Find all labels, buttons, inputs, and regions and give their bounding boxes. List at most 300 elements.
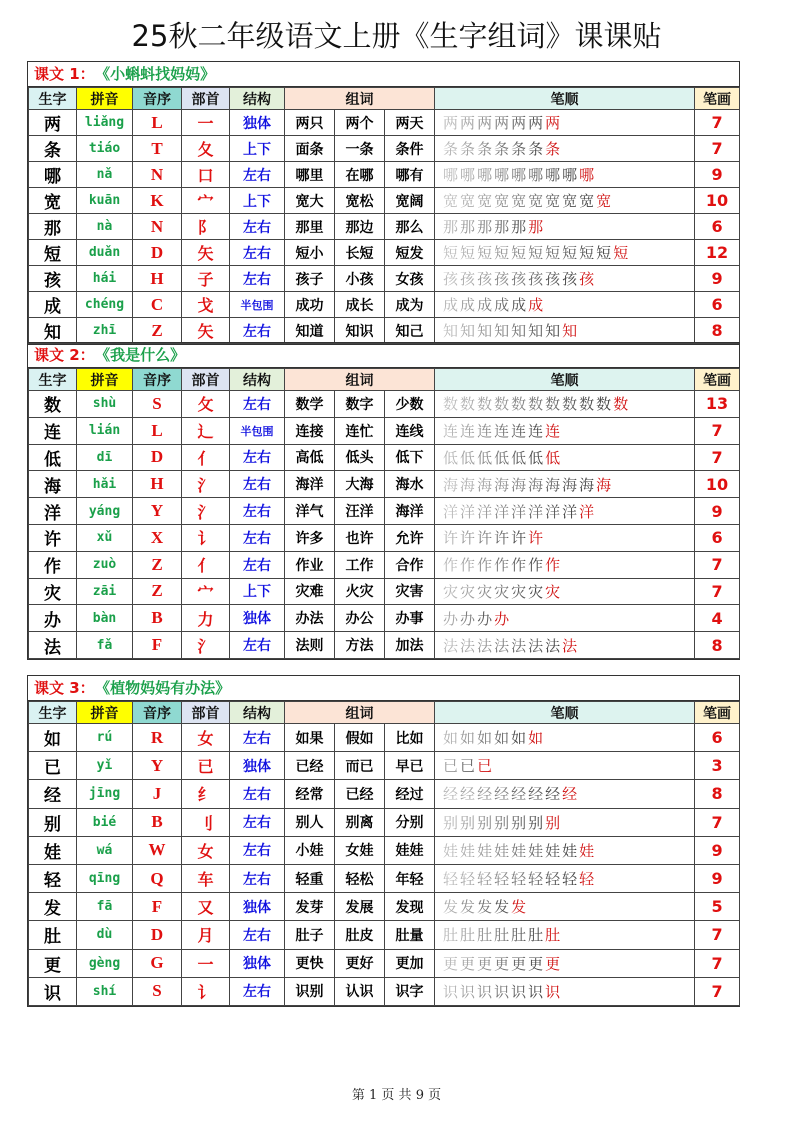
structure-cell: 左右 <box>230 551 285 578</box>
pinyin-cell: zhī <box>77 318 133 344</box>
radical-cell: 又 <box>182 893 230 921</box>
index-cell: N <box>133 162 182 188</box>
stroke-step: 轻 <box>545 870 563 889</box>
header-structure: 结构 <box>230 369 285 391</box>
stroke-step: 孩 <box>562 270 580 288</box>
stroke-step: 法 <box>528 636 546 655</box>
stroke-step: 低 <box>545 448 563 467</box>
structure-cell: 左右 <box>230 921 285 949</box>
stroke-step: 孩 <box>460 270 478 288</box>
stroke-order-cell <box>435 417 695 444</box>
stroke-step: 作 <box>477 556 495 575</box>
lesson-title <box>28 62 739 87</box>
stroke-step: 娃 <box>511 841 529 860</box>
word-cell: 那边 <box>335 214 385 240</box>
stroke-count-cell: 9 <box>695 266 740 292</box>
index-cell: X <box>133 524 182 551</box>
word-cell: 哪里 <box>285 162 335 188</box>
index-cell: Z <box>133 318 182 344</box>
stroke-count-cell: 8 <box>695 632 740 659</box>
stroke-step: 轻 <box>494 870 512 889</box>
stroke-step: 连 <box>545 422 563 441</box>
stroke-step: 法 <box>460 636 478 655</box>
stroke-order-cell <box>435 318 695 344</box>
radical-cell: 戈 <box>182 292 230 318</box>
index-cell: G <box>133 949 182 977</box>
index-cell: W <box>133 836 182 864</box>
structure-cell: 左右 <box>230 162 285 188</box>
stroke-step: 知 <box>460 322 478 340</box>
stroke-order-cell <box>435 162 695 188</box>
radical-cell: 夂 <box>182 136 230 162</box>
stroke-order-cell <box>435 524 695 551</box>
stroke-step: 更 <box>477 954 495 973</box>
stroke-step: 发 <box>477 898 495 917</box>
pinyin-cell: kuān <box>77 188 133 214</box>
char-cell: 宽 <box>29 188 77 214</box>
table-row <box>29 752 740 780</box>
word-cell: 肚子 <box>285 921 335 949</box>
stroke-step: 许 <box>460 529 478 548</box>
table-row <box>29 136 740 162</box>
stroke-order-cell <box>435 977 695 1005</box>
structure-cell: 上下 <box>230 578 285 605</box>
stroke-step: 灾 <box>545 582 563 601</box>
stroke-step: 别 <box>545 813 563 832</box>
stroke-order-cell <box>435 498 695 525</box>
header-words: 组词 <box>285 369 435 391</box>
structure-cell: 左右 <box>230 214 285 240</box>
word-cell: 知道 <box>285 318 335 344</box>
stroke-step: 那 <box>528 218 546 236</box>
word-cell: 大海 <box>335 471 385 498</box>
stroke-order-cell <box>435 893 695 921</box>
table-row <box>29 808 740 836</box>
stroke-step: 法 <box>477 636 495 655</box>
word-cell: 合作 <box>385 551 435 578</box>
pinyin-cell: yǐ <box>77 752 133 780</box>
stroke-step: 短 <box>562 244 580 262</box>
pinyin-cell: chéng <box>77 292 133 318</box>
stroke-step: 法 <box>494 636 512 655</box>
stroke-count-cell: 7 <box>695 417 740 444</box>
stroke-step: 洋 <box>460 502 478 521</box>
char-cell: 那 <box>29 214 77 240</box>
word-cell: 海水 <box>385 471 435 498</box>
stroke-step: 海 <box>562 475 580 494</box>
stroke-step: 办 <box>477 609 495 628</box>
header-radical: 部首 <box>182 369 230 391</box>
stroke-step: 更 <box>528 954 546 973</box>
header-structure: 结构 <box>230 88 285 110</box>
stroke-step: 洋 <box>528 502 546 521</box>
stroke-step: 识 <box>528 982 546 1001</box>
stroke-step: 海 <box>545 475 563 494</box>
vocab-table <box>28 701 740 1006</box>
word-cell: 更快 <box>285 949 335 977</box>
stroke-step: 哪 <box>460 166 478 184</box>
stroke-step: 法 <box>562 636 580 655</box>
word-cell: 肚皮 <box>335 921 385 949</box>
stroke-step: 许 <box>443 529 461 548</box>
stroke-step: 连 <box>511 422 529 441</box>
char-cell: 两 <box>29 110 77 136</box>
stroke-order-cell <box>435 780 695 808</box>
stroke-step: 孩 <box>494 270 512 288</box>
stroke-step: 连 <box>443 422 461 441</box>
word-cell: 连接 <box>285 417 335 444</box>
char-cell: 识 <box>29 977 77 1005</box>
stroke-step: 更 <box>460 954 478 973</box>
stroke-step: 知 <box>443 322 461 340</box>
stroke-step: 哪 <box>511 166 529 184</box>
stroke-step: 孩 <box>528 270 546 288</box>
header-char: 生字 <box>29 702 77 724</box>
word-cell: 女孩 <box>385 266 435 292</box>
index-cell: D <box>133 240 182 266</box>
stroke-step: 两 <box>443 114 461 132</box>
stroke-step: 识 <box>443 982 461 1001</box>
word-cell: 低下 <box>385 444 435 471</box>
word-cell: 数学 <box>285 391 335 418</box>
stroke-step: 娃 <box>528 841 546 860</box>
word-cell: 允许 <box>385 524 435 551</box>
pinyin-cell: bàn <box>77 605 133 632</box>
header-pinyin: 拼音 <box>77 369 133 391</box>
index-cell: H <box>133 266 182 292</box>
char-cell: 条 <box>29 136 77 162</box>
stroke-step: 发 <box>511 898 529 917</box>
char-cell: 娃 <box>29 836 77 864</box>
stroke-count-cell: 7 <box>695 977 740 1005</box>
stroke-step: 成 <box>494 296 512 314</box>
word-cell: 工作 <box>335 551 385 578</box>
index-cell: F <box>133 632 182 659</box>
pinyin-cell: fā <box>77 893 133 921</box>
radical-cell: 阝 <box>182 214 230 240</box>
char-cell: 作 <box>29 551 77 578</box>
stroke-step: 灾 <box>443 582 461 601</box>
header-strokes: 笔画 <box>695 369 740 391</box>
header-words: 组词 <box>285 88 435 110</box>
word-cell: 连线 <box>385 417 435 444</box>
header-radical: 部首 <box>182 88 230 110</box>
stroke-step: 办 <box>494 609 512 628</box>
radical-cell: 车 <box>182 864 230 892</box>
stroke-step: 短 <box>477 244 495 262</box>
stroke-count-cell: 6 <box>695 214 740 240</box>
header-radical: 部首 <box>182 702 230 724</box>
stroke-step: 作 <box>528 556 546 575</box>
lesson-label: 课文 1： <box>34 65 95 83</box>
table-row <box>29 632 740 659</box>
header-row <box>29 88 740 110</box>
stroke-order-cell <box>435 752 695 780</box>
stroke-step: 数 <box>528 395 546 414</box>
header-char: 生字 <box>29 369 77 391</box>
radical-cell: 已 <box>182 752 230 780</box>
radical-cell: 女 <box>182 836 230 864</box>
stroke-step: 灾 <box>528 582 546 601</box>
index-cell: Z <box>133 551 182 578</box>
stroke-step: 已 <box>477 757 495 776</box>
stroke-step: 娃 <box>443 841 461 860</box>
stroke-step: 孩 <box>511 270 529 288</box>
stroke-order-cell <box>435 551 695 578</box>
structure-cell: 左右 <box>230 471 285 498</box>
structure-cell: 左右 <box>230 524 285 551</box>
stroke-step: 条 <box>443 140 461 158</box>
stroke-step: 宽 <box>511 192 529 210</box>
header-index: 音序 <box>133 88 182 110</box>
stroke-step: 两 <box>528 114 546 132</box>
stroke-count-cell: 7 <box>695 136 740 162</box>
table-row <box>29 417 740 444</box>
stroke-step: 法 <box>511 636 529 655</box>
char-cell: 经 <box>29 780 77 808</box>
stroke-step: 识 <box>494 982 512 1001</box>
stroke-step: 发 <box>460 898 478 917</box>
word-cell: 灾难 <box>285 578 335 605</box>
stroke-step: 识 <box>511 982 529 1001</box>
lesson-title <box>28 343 739 368</box>
table-row <box>29 498 740 525</box>
stroke-order-cell <box>435 605 695 632</box>
stroke-step: 许 <box>494 529 512 548</box>
pinyin-cell: hái <box>77 266 133 292</box>
word-cell: 发芽 <box>285 893 335 921</box>
structure-cell: 左右 <box>230 391 285 418</box>
index-cell: B <box>133 605 182 632</box>
char-cell: 连 <box>29 417 77 444</box>
stroke-step: 识 <box>545 982 563 1001</box>
stroke-count-cell: 5 <box>695 893 740 921</box>
radical-cell: 口 <box>182 162 230 188</box>
vocab-table <box>28 368 740 659</box>
index-cell: B <box>133 808 182 836</box>
header-stroke-order: 笔顺 <box>435 369 695 391</box>
stroke-order-cell <box>435 578 695 605</box>
word-cell: 办事 <box>385 605 435 632</box>
stroke-step: 数 <box>477 395 495 414</box>
stroke-step: 数 <box>494 395 512 414</box>
table-row <box>29 391 740 418</box>
stroke-step: 知 <box>528 322 546 340</box>
radical-cell: 矢 <box>182 240 230 266</box>
word-cell: 办法 <box>285 605 335 632</box>
header-strokes: 笔画 <box>695 88 740 110</box>
word-cell: 小孩 <box>335 266 385 292</box>
structure-cell: 左右 <box>230 864 285 892</box>
stroke-step: 娃 <box>477 841 495 860</box>
stroke-step: 作 <box>511 556 529 575</box>
stroke-step: 海 <box>528 475 546 494</box>
word-cell: 短小 <box>285 240 335 266</box>
pinyin-cell: shí <box>77 977 133 1005</box>
word-cell: 宽大 <box>285 188 335 214</box>
header-index: 音序 <box>133 702 182 724</box>
structure-cell: 左右 <box>230 780 285 808</box>
stroke-step: 孩 <box>477 270 495 288</box>
word-cell: 轻松 <box>335 864 385 892</box>
word-cell: 更好 <box>335 949 385 977</box>
stroke-step: 别 <box>477 813 495 832</box>
stroke-step: 办 <box>443 609 461 628</box>
stroke-step: 低 <box>511 448 529 467</box>
word-cell: 办公 <box>335 605 385 632</box>
stroke-step: 肚 <box>443 926 461 945</box>
stroke-step: 洋 <box>511 502 529 521</box>
structure-cell: 左右 <box>230 498 285 525</box>
word-cell: 娃娃 <box>385 836 435 864</box>
stroke-step: 肚 <box>477 926 495 945</box>
char-cell: 已 <box>29 752 77 780</box>
structure-cell: 半包围 <box>230 417 285 444</box>
header-row <box>29 702 740 724</box>
table-row <box>29 524 740 551</box>
stroke-step: 许 <box>528 529 546 548</box>
stroke-step: 如 <box>477 729 495 748</box>
stroke-step: 数 <box>460 395 478 414</box>
pinyin-cell: lián <box>77 417 133 444</box>
table-row <box>29 977 740 1005</box>
pinyin-cell: shù <box>77 391 133 418</box>
word-cell: 那么 <box>385 214 435 240</box>
vocab-table <box>28 87 740 344</box>
char-cell: 更 <box>29 949 77 977</box>
stroke-step: 海 <box>579 475 597 494</box>
stroke-step: 经 <box>443 785 461 804</box>
word-cell: 低头 <box>335 444 385 471</box>
stroke-step: 娃 <box>460 841 478 860</box>
stroke-step: 洋 <box>477 502 495 521</box>
stroke-order-cell <box>435 632 695 659</box>
word-cell: 成长 <box>335 292 385 318</box>
stroke-step: 宽 <box>545 192 563 210</box>
stroke-step: 数 <box>596 395 614 414</box>
word-cell: 一条 <box>335 136 385 162</box>
structure-cell: 左右 <box>230 808 285 836</box>
pinyin-cell: fǎ <box>77 632 133 659</box>
lesson-name: 《我是什么》 <box>102 346 186 364</box>
stroke-count-cell: 9 <box>695 864 740 892</box>
stroke-order-cell <box>435 808 695 836</box>
word-cell: 数字 <box>335 391 385 418</box>
stroke-step: 肚 <box>511 926 529 945</box>
stroke-step: 更 <box>545 954 563 973</box>
stroke-step: 那 <box>511 218 529 236</box>
char-cell: 知 <box>29 318 77 344</box>
stroke-step: 条 <box>511 140 529 158</box>
word-cell: 哪有 <box>385 162 435 188</box>
stroke-step: 短 <box>528 244 546 262</box>
lesson-name: 《植物妈妈有办法》 <box>102 679 231 697</box>
stroke-step: 发 <box>494 898 512 917</box>
pinyin-cell: dù <box>77 921 133 949</box>
radical-cell: 一 <box>182 110 230 136</box>
stroke-step: 短 <box>460 244 478 262</box>
header-char: 生字 <box>29 88 77 110</box>
stroke-step: 短 <box>443 244 461 262</box>
char-cell: 轻 <box>29 864 77 892</box>
stroke-order-cell <box>435 292 695 318</box>
radical-cell: 辶 <box>182 417 230 444</box>
stroke-step: 两 <box>494 114 512 132</box>
stroke-count-cell: 13 <box>695 391 740 418</box>
index-cell: F <box>133 893 182 921</box>
table-row <box>29 780 740 808</box>
stroke-step: 宽 <box>494 192 512 210</box>
stroke-step: 经 <box>562 785 580 804</box>
stroke-count-cell: 6 <box>695 524 740 551</box>
stroke-step: 作 <box>460 556 478 575</box>
stroke-step: 许 <box>511 529 529 548</box>
radical-cell: 氵 <box>182 471 230 498</box>
stroke-step: 轻 <box>477 870 495 889</box>
table-row <box>29 240 740 266</box>
stroke-step: 短 <box>596 244 614 262</box>
stroke-step: 经 <box>477 785 495 804</box>
pinyin-cell: gèng <box>77 949 133 977</box>
stroke-step: 低 <box>443 448 461 467</box>
pinyin-cell: rú <box>77 724 133 752</box>
stroke-step: 别 <box>443 813 461 832</box>
stroke-step: 那 <box>460 218 478 236</box>
radical-cell: 子 <box>182 266 230 292</box>
index-cell: T <box>133 136 182 162</box>
stroke-order-cell <box>435 188 695 214</box>
stroke-step: 法 <box>443 636 461 655</box>
stroke-step: 数 <box>511 395 529 414</box>
index-cell: L <box>133 417 182 444</box>
word-cell: 方法 <box>335 632 385 659</box>
table-row <box>29 318 740 344</box>
stroke-step: 别 <box>494 813 512 832</box>
stroke-step: 轻 <box>579 870 597 889</box>
structure-cell: 独体 <box>230 110 285 136</box>
stroke-step: 宽 <box>596 192 614 210</box>
pinyin-cell: duǎn <box>77 240 133 266</box>
stroke-order-cell <box>435 864 695 892</box>
char-cell: 哪 <box>29 162 77 188</box>
structure-cell: 半包围 <box>230 292 285 318</box>
radical-cell: 氵 <box>182 632 230 659</box>
stroke-step: 轻 <box>511 870 529 889</box>
lesson-section <box>27 675 740 1007</box>
stroke-step: 低 <box>528 448 546 467</box>
stroke-step: 作 <box>545 556 563 575</box>
stroke-order-cell <box>435 921 695 949</box>
stroke-step: 肚 <box>528 926 546 945</box>
stroke-step: 灾 <box>460 582 478 601</box>
word-cell: 那里 <box>285 214 335 240</box>
word-cell: 孩子 <box>285 266 335 292</box>
pinyin-cell: dī <box>77 444 133 471</box>
stroke-order-cell <box>435 110 695 136</box>
stroke-step: 别 <box>460 813 478 832</box>
header-stroke-order: 笔顺 <box>435 88 695 110</box>
stroke-count-cell: 6 <box>695 292 740 318</box>
stroke-order-cell <box>435 444 695 471</box>
structure-cell: 左右 <box>230 240 285 266</box>
stroke-step: 哪 <box>562 166 580 184</box>
stroke-count-cell: 10 <box>695 471 740 498</box>
word-cell: 少数 <box>385 391 435 418</box>
radical-cell: 攵 <box>182 391 230 418</box>
pinyin-cell: xǔ <box>77 524 133 551</box>
table-row <box>29 724 740 752</box>
table-row <box>29 214 740 240</box>
